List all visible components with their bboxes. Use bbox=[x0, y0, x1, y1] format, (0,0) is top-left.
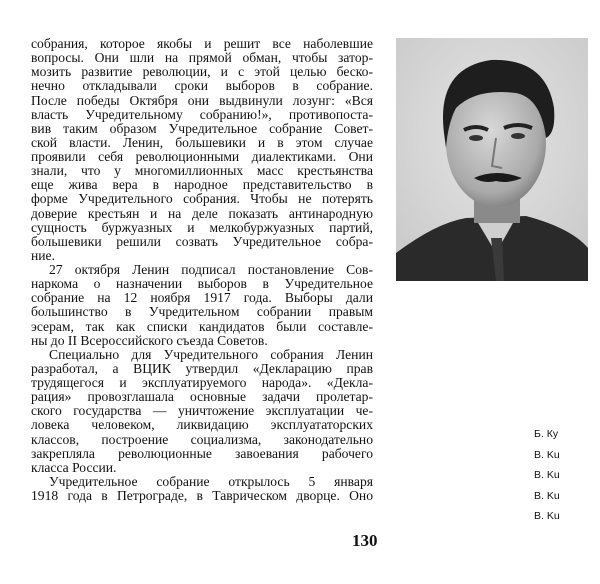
text-line: классов, построение социализма, законодательно bbox=[31, 432, 373, 447]
text-line: большинство в Учредительном собрании правым bbox=[31, 305, 373, 320]
text-line: проявили себя революционными диалектиками. Они bbox=[31, 150, 373, 164]
text-line: трудящегося и эксплуатируемого народа». «Декла- bbox=[31, 376, 373, 390]
text-line: еще жива вера в народное представительство в bbox=[31, 178, 373, 193]
portrait-image bbox=[396, 38, 588, 281]
text-line: рация» провозглашала основные задачи пролетар- bbox=[31, 390, 373, 405]
text-line: ской власти. Ленин, большевики и в этом случае bbox=[31, 135, 373, 150]
margin-note: В. Ku bbox=[534, 510, 560, 522]
portrait-photo bbox=[396, 38, 588, 281]
text-line: мозить развитие революции, и с этой целью беско- bbox=[31, 65, 373, 80]
text-line: наркома о назначении выборов в Учредительное bbox=[31, 277, 373, 292]
margin-note: Б. Ку bbox=[534, 428, 559, 440]
margin-note: В. Ku bbox=[534, 469, 560, 481]
text-line: ние. bbox=[31, 248, 55, 263]
text-line: класса России. bbox=[31, 460, 117, 475]
text-line: ского государства — уничтожение эксплуатации че- bbox=[31, 404, 373, 419]
text-line: ны до II Всероссийского съезда Советов. bbox=[31, 333, 268, 348]
margin-note: В. Ku bbox=[534, 448, 560, 461]
text-line: собрания, которое якобы и решит все наболевшие bbox=[31, 37, 373, 51]
text-line: Специально для Учредительного собрания Ленин bbox=[49, 347, 373, 362]
text-line: форме Учредительного собрания. Чтобы не потерять bbox=[31, 192, 373, 207]
text-line: собрание на 12 ноября 1917 года. Выборы дали bbox=[31, 291, 373, 306]
body-text bbox=[31, 37, 373, 503]
text-line: разработал, а ВЦИК утвердил «Декларацию прав bbox=[31, 361, 373, 376]
text-line: знали, что у многомиллионных масс крестьянства bbox=[31, 164, 373, 179]
text-line: сущность буржуазных и мелкобуржуазных партий, bbox=[31, 220, 373, 235]
text-line: вив таким образом Учредительное собрание Совет- bbox=[31, 121, 373, 136]
text-line: 1918 года в Петрограде, в Таврическом дворце. Оно bbox=[31, 489, 373, 503]
text-line: 27 октября Ленин подписал постановление Сов- bbox=[49, 263, 373, 277]
text-line: доверие крестьян и на деле показать антинародную bbox=[31, 206, 373, 221]
page-number: 130 bbox=[352, 531, 378, 550]
text-line: Учредительное собрание открылось 5 января bbox=[49, 474, 373, 489]
margin-notes bbox=[534, 428, 560, 531]
margin-note: В. Ku bbox=[534, 489, 560, 502]
text-line: ловека человеком, ликвидацию эксплуататорских bbox=[31, 418, 373, 433]
text-line: закрепляла революционные завоевания рабочего bbox=[31, 446, 373, 461]
text-line: большевики решили созвать Учредительное собра- bbox=[31, 234, 373, 249]
text-line: После победы Октября они выдвинули лозунг: «Вся bbox=[31, 93, 373, 108]
text-line: вопросы. Они шли на прямой обман, чтобы затор- bbox=[31, 51, 373, 66]
text-line: нечно откладывали сроки выборов в собрание. bbox=[31, 79, 373, 94]
text-line: эсерам, так как списки кандидатов были составле- bbox=[31, 319, 373, 334]
text-line: власть Учредительному собранию!», противопоста- bbox=[31, 107, 373, 122]
